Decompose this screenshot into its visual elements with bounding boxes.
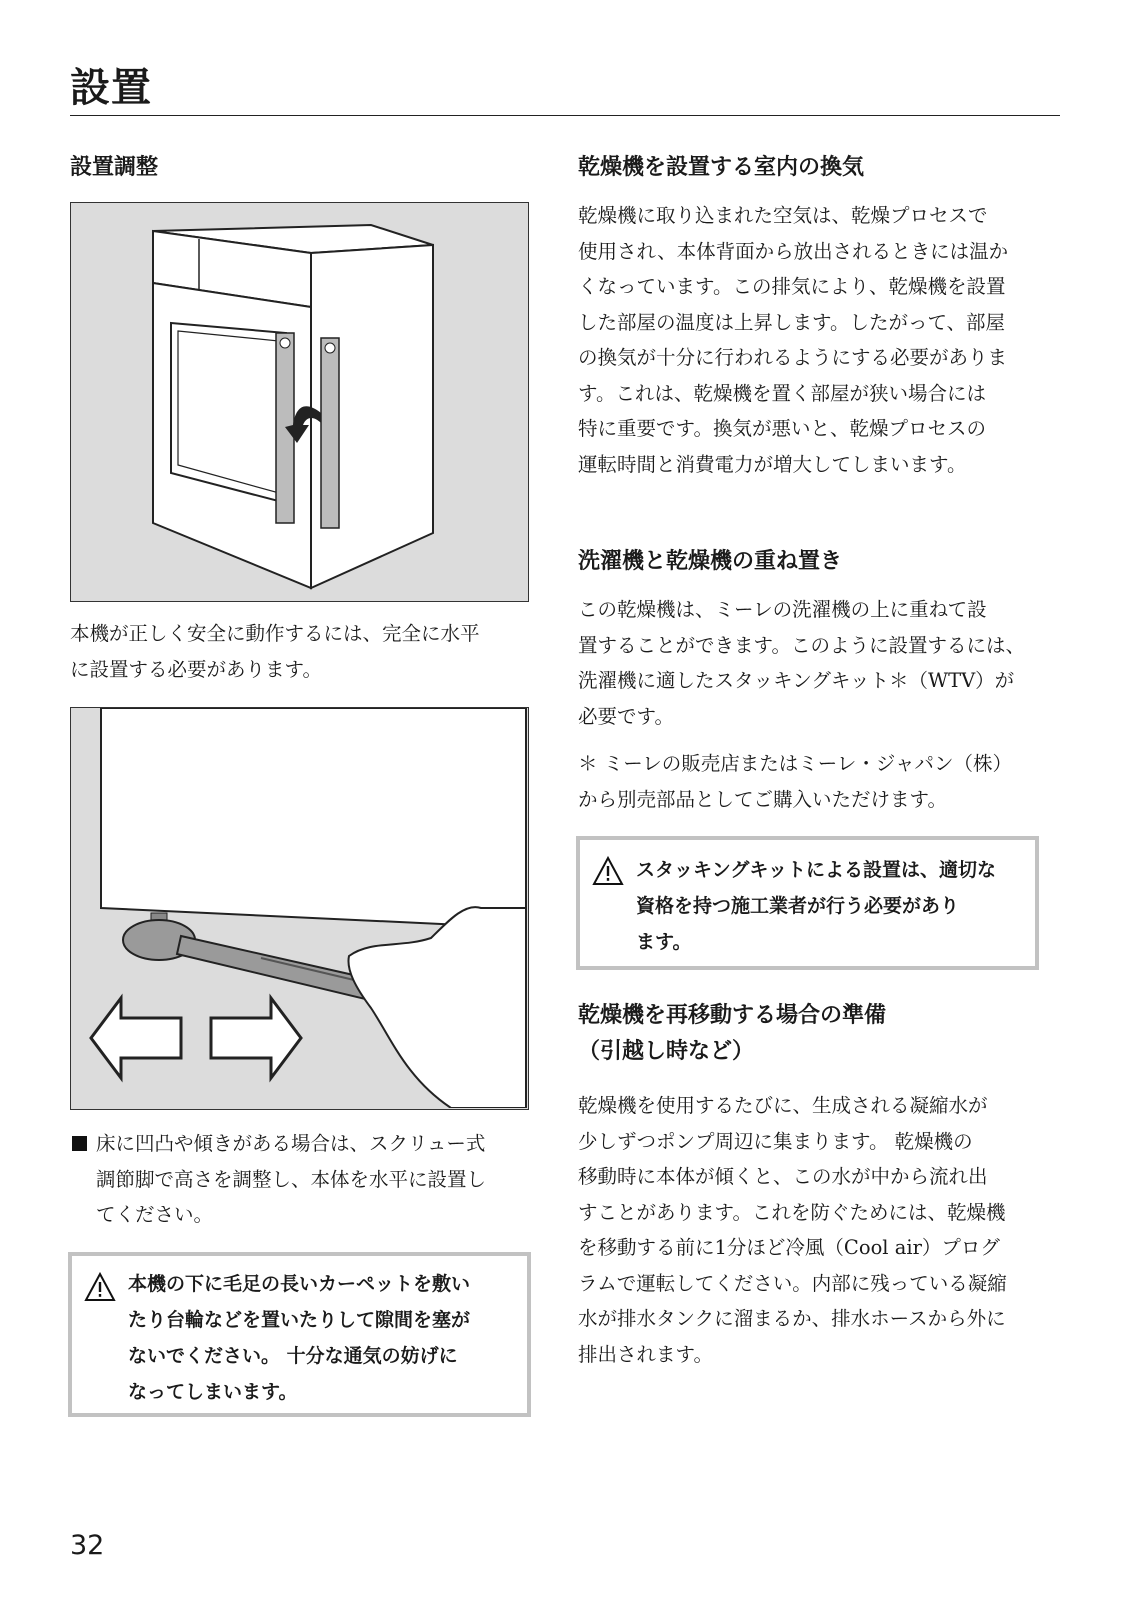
ventilation-line-6: す。これは、乾燥機を置く部屋が狭い場合には [578, 381, 986, 405]
ventilation-text [578, 198, 1043, 482]
stacking-heading: 洗濯機と乾燥機の重ね置き [578, 549, 843, 574]
stacking-note-line-2: から別売部品としてご購入いただけます。 [578, 787, 947, 811]
moving-line-4: すことがあります。これを防ぐためには、乾燥機 [578, 1200, 1006, 1224]
stacking-warning-line-2: 資格を持つ施工業者が行う必要があり [636, 895, 960, 917]
warning-line-4: なってしまいます。 [128, 1381, 298, 1403]
page-number: 32 [70, 1530, 105, 1561]
dryer-illustration-svg [71, 203, 527, 600]
moving-heading-line-1: 乾燥機を再移動する場合の準備 [578, 1003, 887, 1028]
moving-line-3: 移動時に本体が傾くと、この水が中から流れ出 [578, 1165, 988, 1188]
warning-line-1: 本機の下に毛足の長いカーペットを敷い [128, 1273, 471, 1295]
moving-heading [578, 998, 886, 1070]
stacking-note-line-1: ＊ ミーレの販売店またはミーレ・ジャパン（株） [578, 752, 1013, 775]
bullet-text [96, 1126, 530, 1233]
ventilation-line-5: の換気が十分に行われるようにする必要がありま [578, 346, 1008, 369]
ventilation-line-8: 運転時間と消費電力が増大してしまいます。 [578, 452, 967, 476]
leveling-bullet [70, 1126, 530, 1233]
moving-heading-line-2: （引越し時など） [578, 1039, 755, 1064]
carpet-warning-text [128, 1266, 528, 1410]
caption-line-2: に設置する必要があります。 [70, 657, 322, 681]
stacking-warning-line-3: ます。 [636, 931, 692, 953]
moving-line-8: 排出されます。 [578, 1342, 713, 1366]
moving-line-7: 水が排水タンクに溜まるか、排水ホースから外に [578, 1307, 1006, 1330]
bullet-line-3: てください。 [96, 1203, 214, 1226]
stacking-line-4: 必要です。 [578, 704, 674, 728]
carpet-warning-box [68, 1252, 531, 1417]
ventilation-line-3: くなっています。この排気により、乾燥機を設置 [578, 275, 1006, 298]
moving-line-1: 乾燥機を使用するたびに、生成される凝縮水が [578, 1094, 988, 1117]
warning-line-2: たり台輪などを置いたりして隙間を塞が [128, 1309, 471, 1331]
caption-line-1: 本機が正しく安全に動作するには、完全に水平 [70, 622, 480, 645]
bullet-line-2: 調節脚で高さを調整し、本体を水平に設置し [96, 1167, 487, 1191]
stacking-line-2: 置することができます。このように設置するには、 [578, 633, 1025, 657]
moving-line-6: ラムで運転してください。内部に残っている凝縮 [578, 1271, 1007, 1295]
stacking-note [578, 746, 1043, 817]
dryer-level-illustration [70, 202, 529, 602]
stacking-warning-line-1: スタッキングキットによる設置は、適切な [636, 859, 997, 881]
stacking-warning-text [636, 852, 1036, 960]
stacking-warning-box [576, 836, 1039, 970]
warning-line-3: ないでください。 十分な通気の妨げに [128, 1345, 458, 1367]
stacking-line-3: 洗濯機に適したスタッキングキット＊（WTV）が [578, 669, 1015, 692]
stacking-line-1: この乾燥機は、ミーレの洗濯機の上に重ねて設 [578, 598, 987, 621]
ventilation-line-2: 使用され、本体背面から放出されるときには温か [578, 239, 1009, 263]
warning-triangle-icon [84, 1272, 116, 1302]
page-title: 設置 [70, 65, 152, 111]
leveling-heading: 設置調整 [70, 155, 159, 180]
moving-line-2: 少しずつポンプ周辺に集まります。 乾燥機の [578, 1129, 973, 1153]
ventilation-line-1: 乾燥機に取り込まれた空気は、乾燥プロセスで [578, 204, 988, 227]
bullet-square-icon [72, 1136, 87, 1151]
title-divider [70, 115, 1060, 116]
ventilation-heading: 乾燥機を設置する室内の換気 [578, 155, 865, 180]
ventilation-line-7: 特に重要です。換気が悪いと、乾燥プロセスの [578, 417, 986, 440]
warning-triangle-icon [592, 856, 624, 886]
wrench-illustration-svg [71, 708, 527, 1108]
moving-line-5: を移動する前に1分ほど冷風（Cool air）プログ [578, 1236, 1000, 1259]
leveling-caption [70, 616, 530, 687]
ventilation-line-4: した部屋の温度は上昇します。したがって、部屋 [578, 310, 1006, 334]
bullet-line-1: 床に凹凸や傾きがある場合は、スクリュー式 [96, 1132, 486, 1155]
foot-adjust-illustration [70, 707, 529, 1110]
stacking-text [578, 592, 1043, 734]
moving-text [578, 1088, 1043, 1372]
